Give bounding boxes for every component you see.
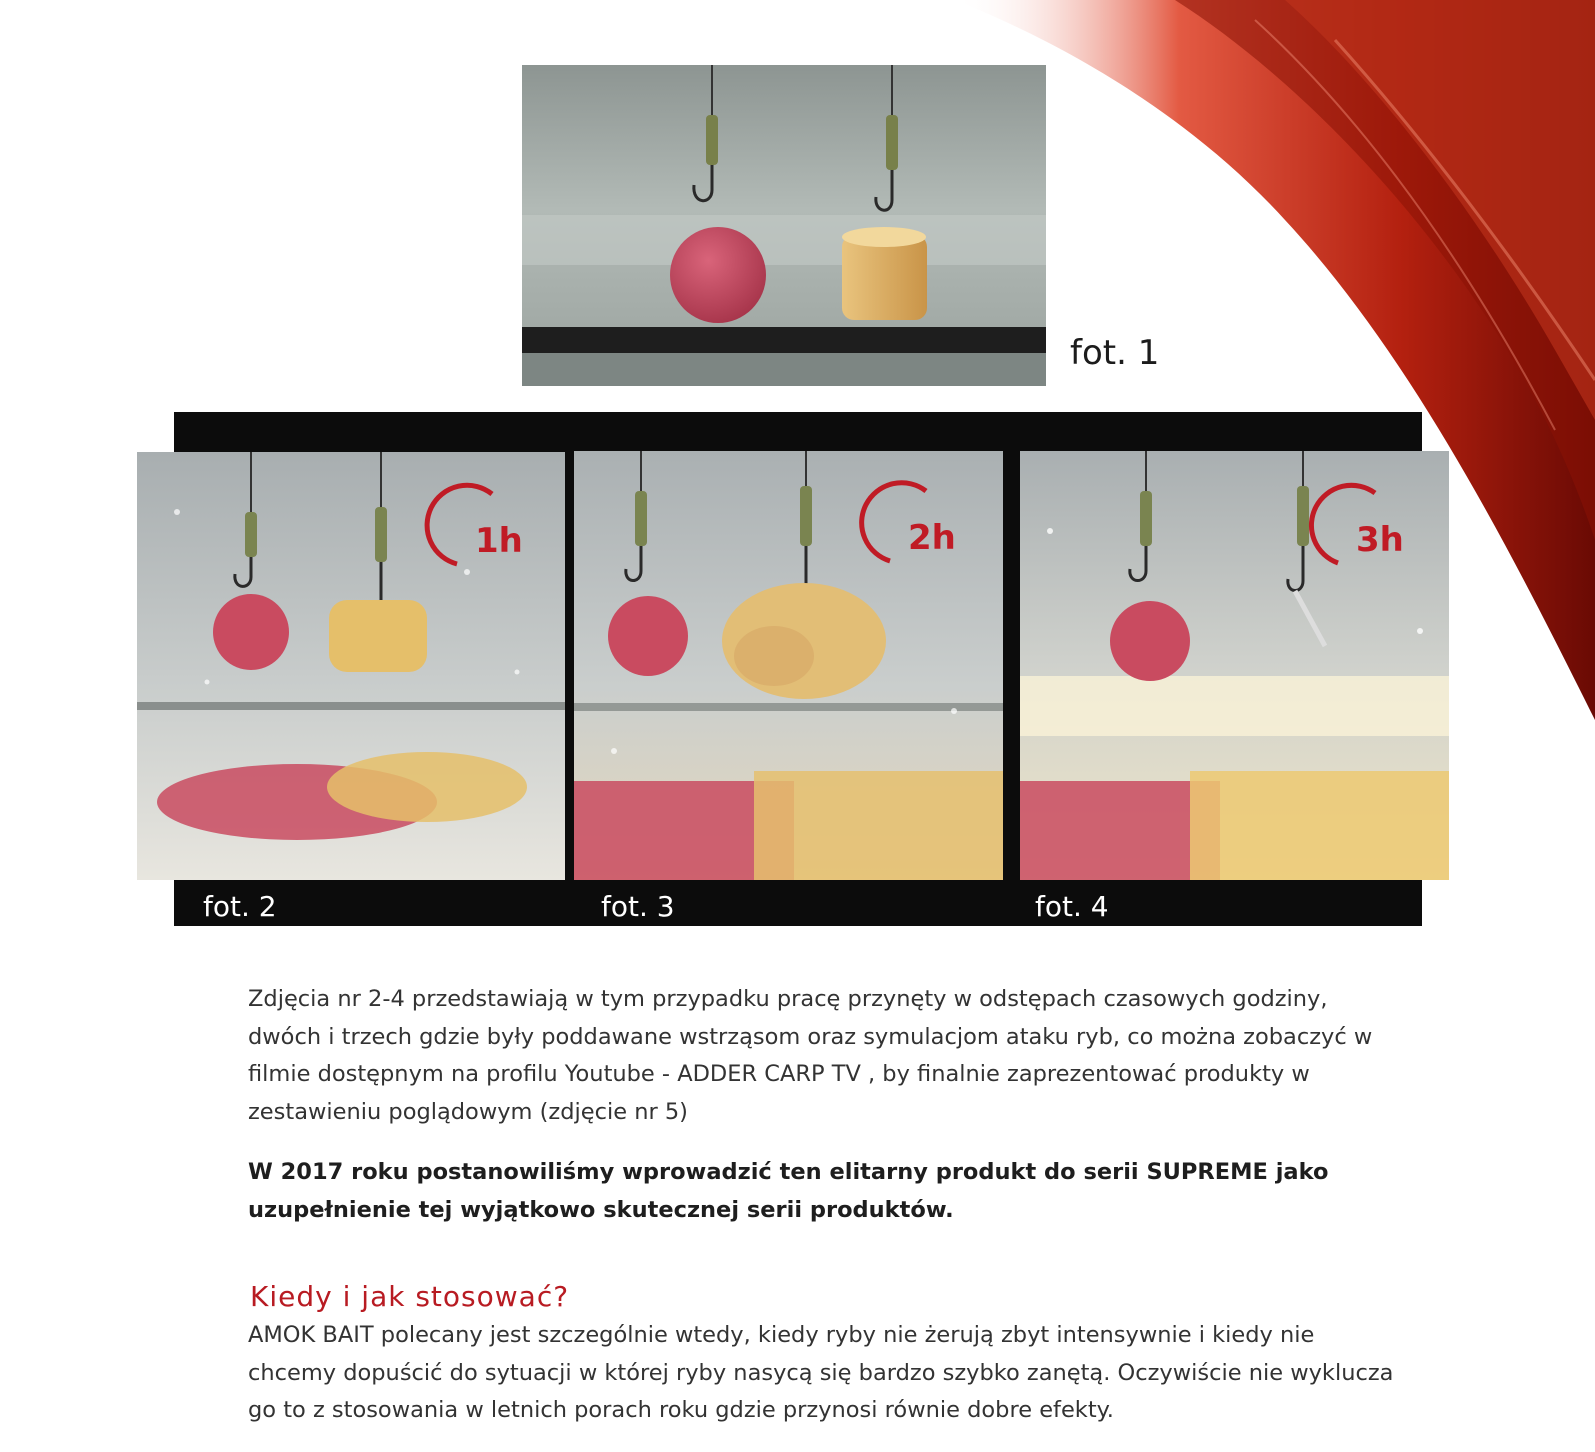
photo-4 (1020, 451, 1449, 880)
paragraph-supreme: W 2017 roku postanowiliśmy wprowadzić ten elitarny produkt do serii SUPREME jako uzupełnienie tej wyjątkowo skutecznej serii produktów. (248, 1159, 1329, 1223)
photo-1 (522, 65, 1046, 386)
caption-fot-4: fot. 4 (1035, 890, 1109, 923)
badge-3h: 3h (1356, 520, 1404, 560)
caption-fot-1: fot. 1 (1070, 333, 1160, 373)
paragraph-usage: AMOK BAIT polecany jest szczególnie wtedy, kiedy ryby nie żerują zbyt intensywnie i kiedy nie chcemy dopuścić do sytuacji w której ryby nasycą się bardzo szybko zanętą. Oczywiście nie wyklucza go to z stosowania w letnich porach roku gdzie przynosi równie dobre efekty. (248, 1322, 1394, 1423)
badge-2h: 2h (908, 518, 956, 558)
photo-2 (137, 452, 565, 880)
caption-fot-3: fot. 3 (601, 890, 675, 923)
section-heading: Kiedy i jak stosować? (250, 1280, 570, 1313)
paragraph-intro: Zdjęcia nr 2-4 przedstawiają w tym przypadku pracę przynęty w odstępach czasowych godziny, dwóch i trzech gdzie były poddawane wstrząsom oraz symulacjom ataku ryb, co można zobaczyć w filmie dostępnym na profilu Youtube - ADDER CARP TV , by finalnie zaprezentować produkty w zestawieniu poglądowym (zdjęcie nr 5) (248, 986, 1373, 1125)
photo-3 (574, 451, 1003, 880)
caption-fot-2: fot. 2 (203, 890, 277, 923)
badge-1h: 1h (475, 521, 523, 561)
